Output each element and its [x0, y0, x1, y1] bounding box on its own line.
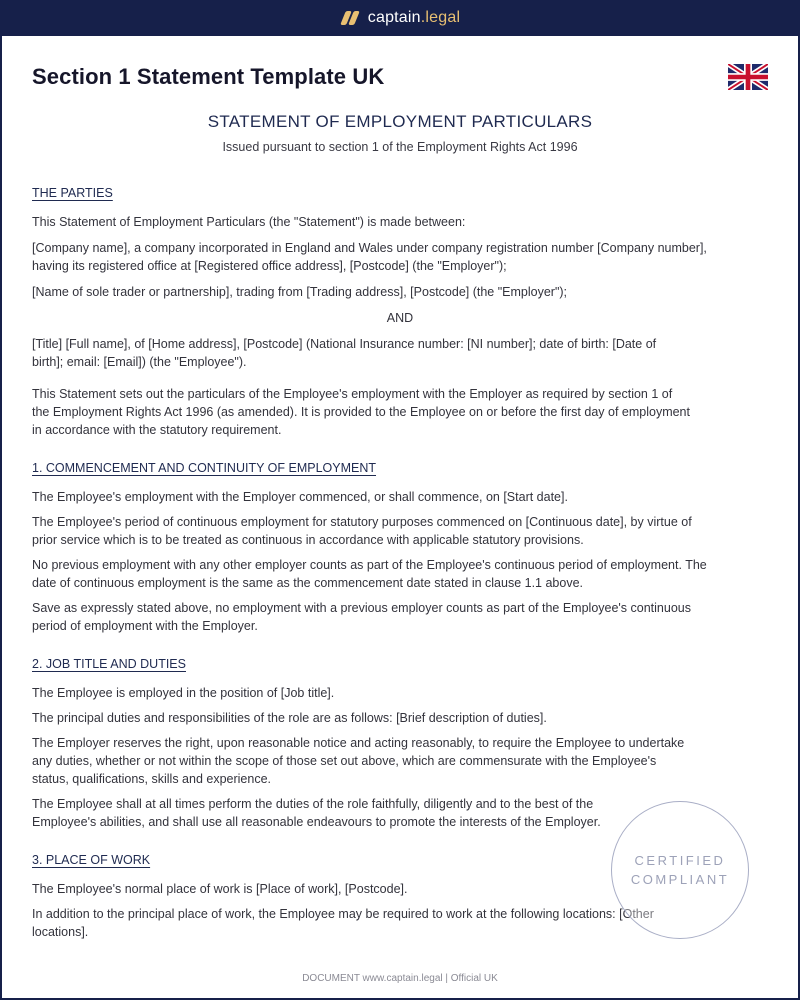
clause-3-1: The Employee's normal place of work is [Place of work], [Postcode].	[32, 882, 408, 896]
document-title: Section 1 Statement Template UK	[32, 64, 385, 89]
stamp-line-2: COMPLIANT	[630, 872, 730, 887]
clause-1-1: The Employee's employment with the Employer commenced, or shall commence, on [Start date].	[32, 490, 568, 504]
brand-logo[interactable]	[340, 9, 460, 27]
clause-2-3-line-3: status, qualifications, skills and experience.	[32, 772, 272, 786]
company-party-line-1: [Company name], a company incorporated in England and Wales under company registration number [Company number],	[32, 241, 707, 255]
top-bar	[0, 0, 800, 36]
clause-2-2: The principal duties and responsibilities of the role are as follows: [Brief description of duties].	[32, 711, 547, 725]
section-heading-parties: THE PARTIES	[32, 186, 113, 200]
brand-mark-icon	[340, 9, 360, 27]
clause-2-3-line-2: any duties, whether or not within the scope of those set out above, which are commensurate with the Employee's	[32, 754, 657, 768]
statement-heading: STATEMENT OF EMPLOYMENT PARTICULARS	[207, 112, 593, 131]
section-heading-commencement: 1. COMMENCEMENT AND CONTINUITY OF EMPLOYMENT	[32, 461, 377, 475]
and-separator: AND	[386, 311, 414, 325]
uk-flag-icon	[728, 64, 768, 90]
purpose-line-1: This Statement sets out the particulars of the Employee's employment with the Employer as required by section 1 of	[32, 387, 673, 401]
employee-party-line-1: [Title] [Full name], of [Home address], [Postcode] (National Insurance number: [NI number]; date of birth: [Date of	[32, 337, 657, 351]
stamp-line-1: CERTIFIED	[634, 853, 726, 868]
section-heading-job-title: 2. JOB TITLE AND DUTIES	[32, 657, 186, 671]
clause-1-2-line-1: The Employee's period of continuous employment for statutory purposes commenced on [Continuous date], by virtue of	[32, 515, 692, 529]
clause-2-1: The Employee is employed in the position of [Job title].	[32, 686, 335, 700]
employee-party-line-2: birth]; email: [Email]) (the "Employee").	[32, 355, 247, 369]
section-heading-place-of-work: 3. PLACE OF WORK	[32, 853, 151, 867]
clause-2-3-line-1: The Employer reserves the right, upon reasonable notice and acting reasonably, to require the Employee to undertake	[32, 736, 685, 750]
statement-subheading: Issued pursuant to section 1 of the Employment Rights Act 1996	[222, 140, 578, 154]
clause-2-4-line-1: The Employee shall at all times perform the duties of the role faithfully, diligently and to the best of the	[32, 797, 594, 811]
clause-1-4-line-1: Save as expressly stated above, no employment with a previous employer counts as part of the Employee's continuous	[32, 601, 691, 615]
clause-1-2-line-2: prior service which is to be treated as continuous in accordance with applicable statutory provisions.	[32, 533, 584, 547]
purpose-line-3: in accordance with the statutory requirement.	[32, 423, 282, 437]
purpose-line-2: the Employment Rights Act 1996 (as amended). It is provided to the Employee on or before the first day of employment	[32, 405, 690, 419]
parties-intro: This Statement of Employment Particulars (the "Statement") is made between:	[32, 215, 466, 229]
certified-compliant-stamp	[611, 801, 749, 939]
sole-trader-party: [Name of sole trader or partnership], trading from [Trading address], [Postcode] (the "Employer");	[32, 285, 568, 299]
clause-3-2-line-2: locations].	[32, 925, 89, 939]
clause-3-2-line-1: In addition to the principal place of work, the Employee may be required to work at the following locations: [Other	[32, 907, 654, 921]
clause-1-3-line-2: date of continuous employment is the same as the commencement date stated in clause 1.1 above.	[32, 576, 584, 590]
footer-text: DOCUMENT www.captain.legal | Official UK	[302, 973, 498, 984]
company-party-line-2: having its registered office at [Registered office address], [Postcode] (the "Employer");	[32, 259, 507, 273]
clause-2-4-line-2: Employee's abilities, and shall use all reasonable endeavours to promote the interests of the Employer.	[32, 815, 601, 829]
clause-1-3-line-1: No previous employment with any other employer counts as part of the Employee's continuous period of employment. The	[32, 558, 707, 572]
clause-1-4-line-2: period of employment with the Employer.	[32, 619, 258, 633]
brand-name: captain.legal	[367, 9, 461, 26]
